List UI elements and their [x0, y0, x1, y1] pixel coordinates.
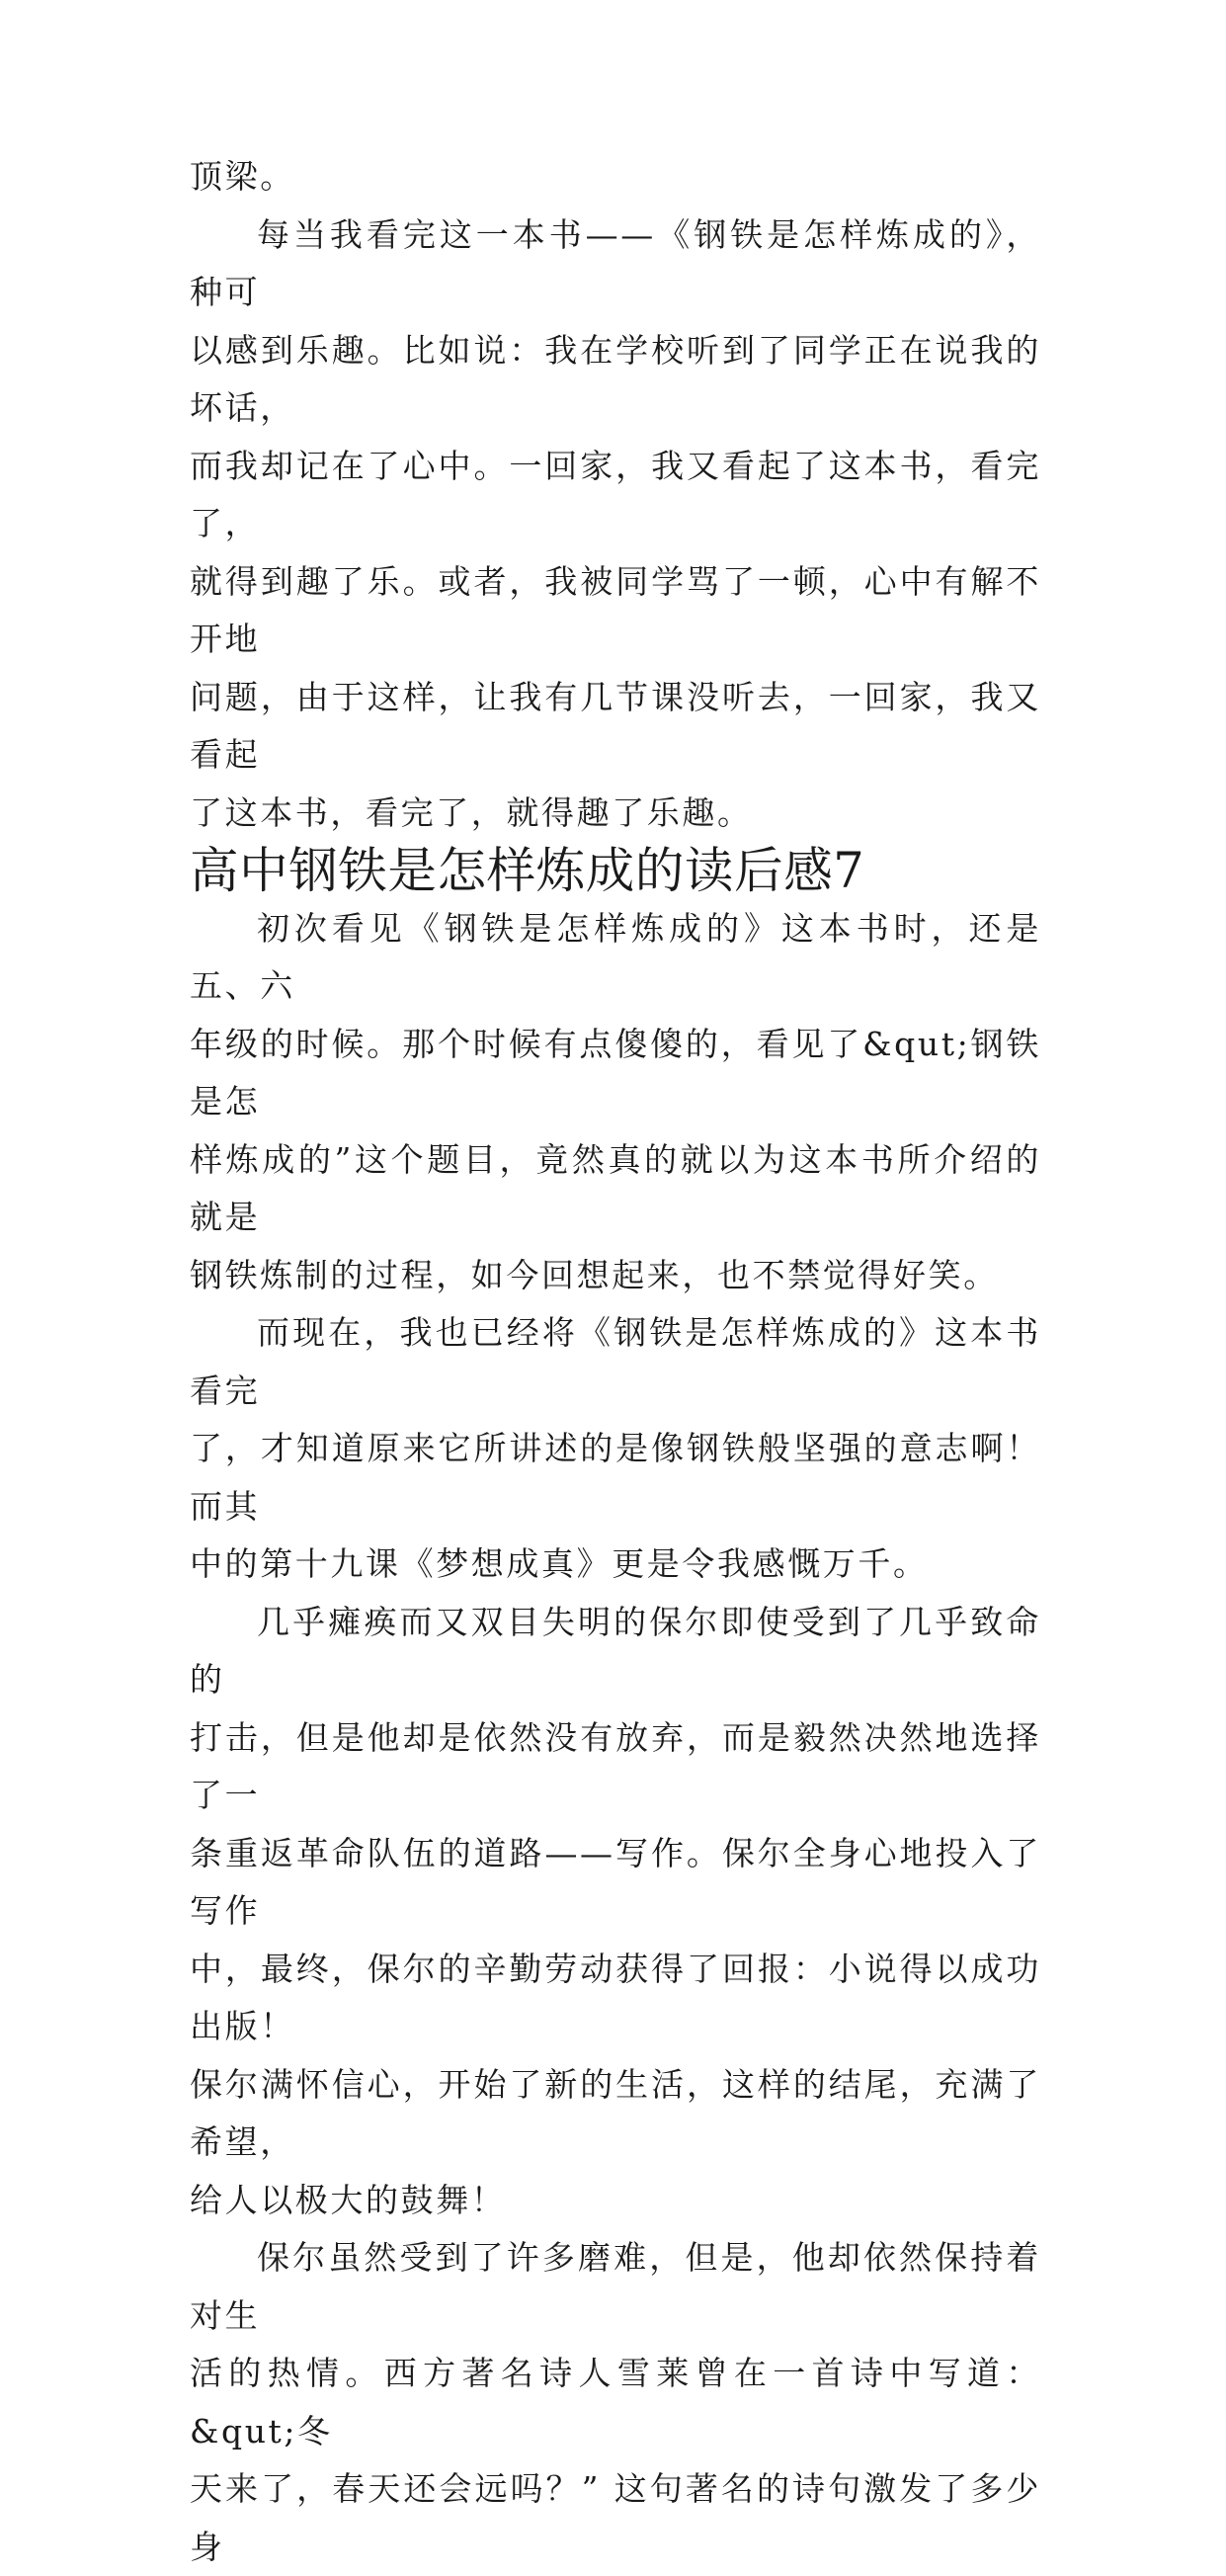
text-line: 而现在，我也已经将《钢铁是怎样炼成的》这本书看完 [190, 1313, 1041, 1410]
text-line: 条重返革命队伍的道路——写作。保尔全身心地投入了写作 [190, 1833, 1041, 1930]
text-line: 样炼成的”这个题目，竟然真的就以为这本书所介绍的就是 [190, 1139, 1041, 1236]
paragraph [190, 1304, 1041, 1594]
text-line: 年级的时候。那个时候有点傻傻的，看见了&qut;钢铁是怎 [190, 1024, 1041, 1121]
paragraph [190, 207, 1041, 843]
text-line: 而我却记在了心中。一回家，我又看起了这本书，看完了， [190, 446, 1041, 542]
text-line: 给人以极大的鼓舞！ [190, 2180, 507, 2219]
text-line: 中，最终，保尔的辛勤劳动获得了回报：小说得以成功出版！ [190, 1949, 1041, 2045]
text-line: 保尔虽然受到了许多磨难，但是，他却依然保持着对生 [190, 2238, 1041, 2335]
text-line: 每当我看完这一本书——《钢铁是怎样炼成的》，种可 [190, 214, 1041, 311]
text-line: 以感到乐趣。比如说：我在学校听到了同学正在说我的坏话， [190, 330, 1041, 427]
paragraph [190, 2229, 1041, 2576]
text-line: 钢铁炼制的过程，如今回想起来，也不禁觉得好笑。 [190, 1255, 999, 1294]
text-line: 问题，由于这样，让我有几节课没听去，一回家，我又看起 [190, 677, 1041, 774]
heading-text: 高中钢铁是怎样炼成的读后感7 [190, 842, 865, 899]
document-body [190, 148, 1041, 2576]
text-line: 顶梁。 [190, 157, 295, 196]
paragraph [190, 900, 1041, 1305]
text-line: 活的热情。西方著名诗人雪莱曾在一首诗中写道：&qut;冬 [190, 2354, 1041, 2451]
text-line: 中的第十九课《梦想成真》更是令我感慨万千。 [190, 1544, 929, 1583]
section-heading [190, 842, 1041, 900]
paragraph [190, 148, 1041, 207]
text-line: 就得到趣了乐。或者，我被同学骂了一顿，心中有解不开地 [190, 561, 1041, 658]
text-line: 初次看见《钢铁是怎样炼成的》这本书时，还是五、六 [190, 908, 1041, 1005]
paragraph [190, 1594, 1041, 2230]
text-line: 了，才知道原来它所讲述的是像钢铁般坚强的意志啊！而其 [190, 1429, 1041, 1526]
text-line: 保尔满怀信心，开始了新的生活，这样的结尾，充满了希望， [190, 2064, 1041, 2161]
text-line: 打击，但是他却是依然没有放弃，而是毅然决然地选择了一 [190, 1717, 1041, 1814]
text-line: 几乎瘫痪而又双目失明的保尔即使受到了几乎致命的 [190, 1602, 1041, 1699]
text-line: 天来了，春天还会远吗？” 这句著名的诗句激发了多少身 [190, 2469, 1041, 2566]
text-line: 了这本书，看完了，就得趣了乐趣。 [190, 792, 753, 832]
